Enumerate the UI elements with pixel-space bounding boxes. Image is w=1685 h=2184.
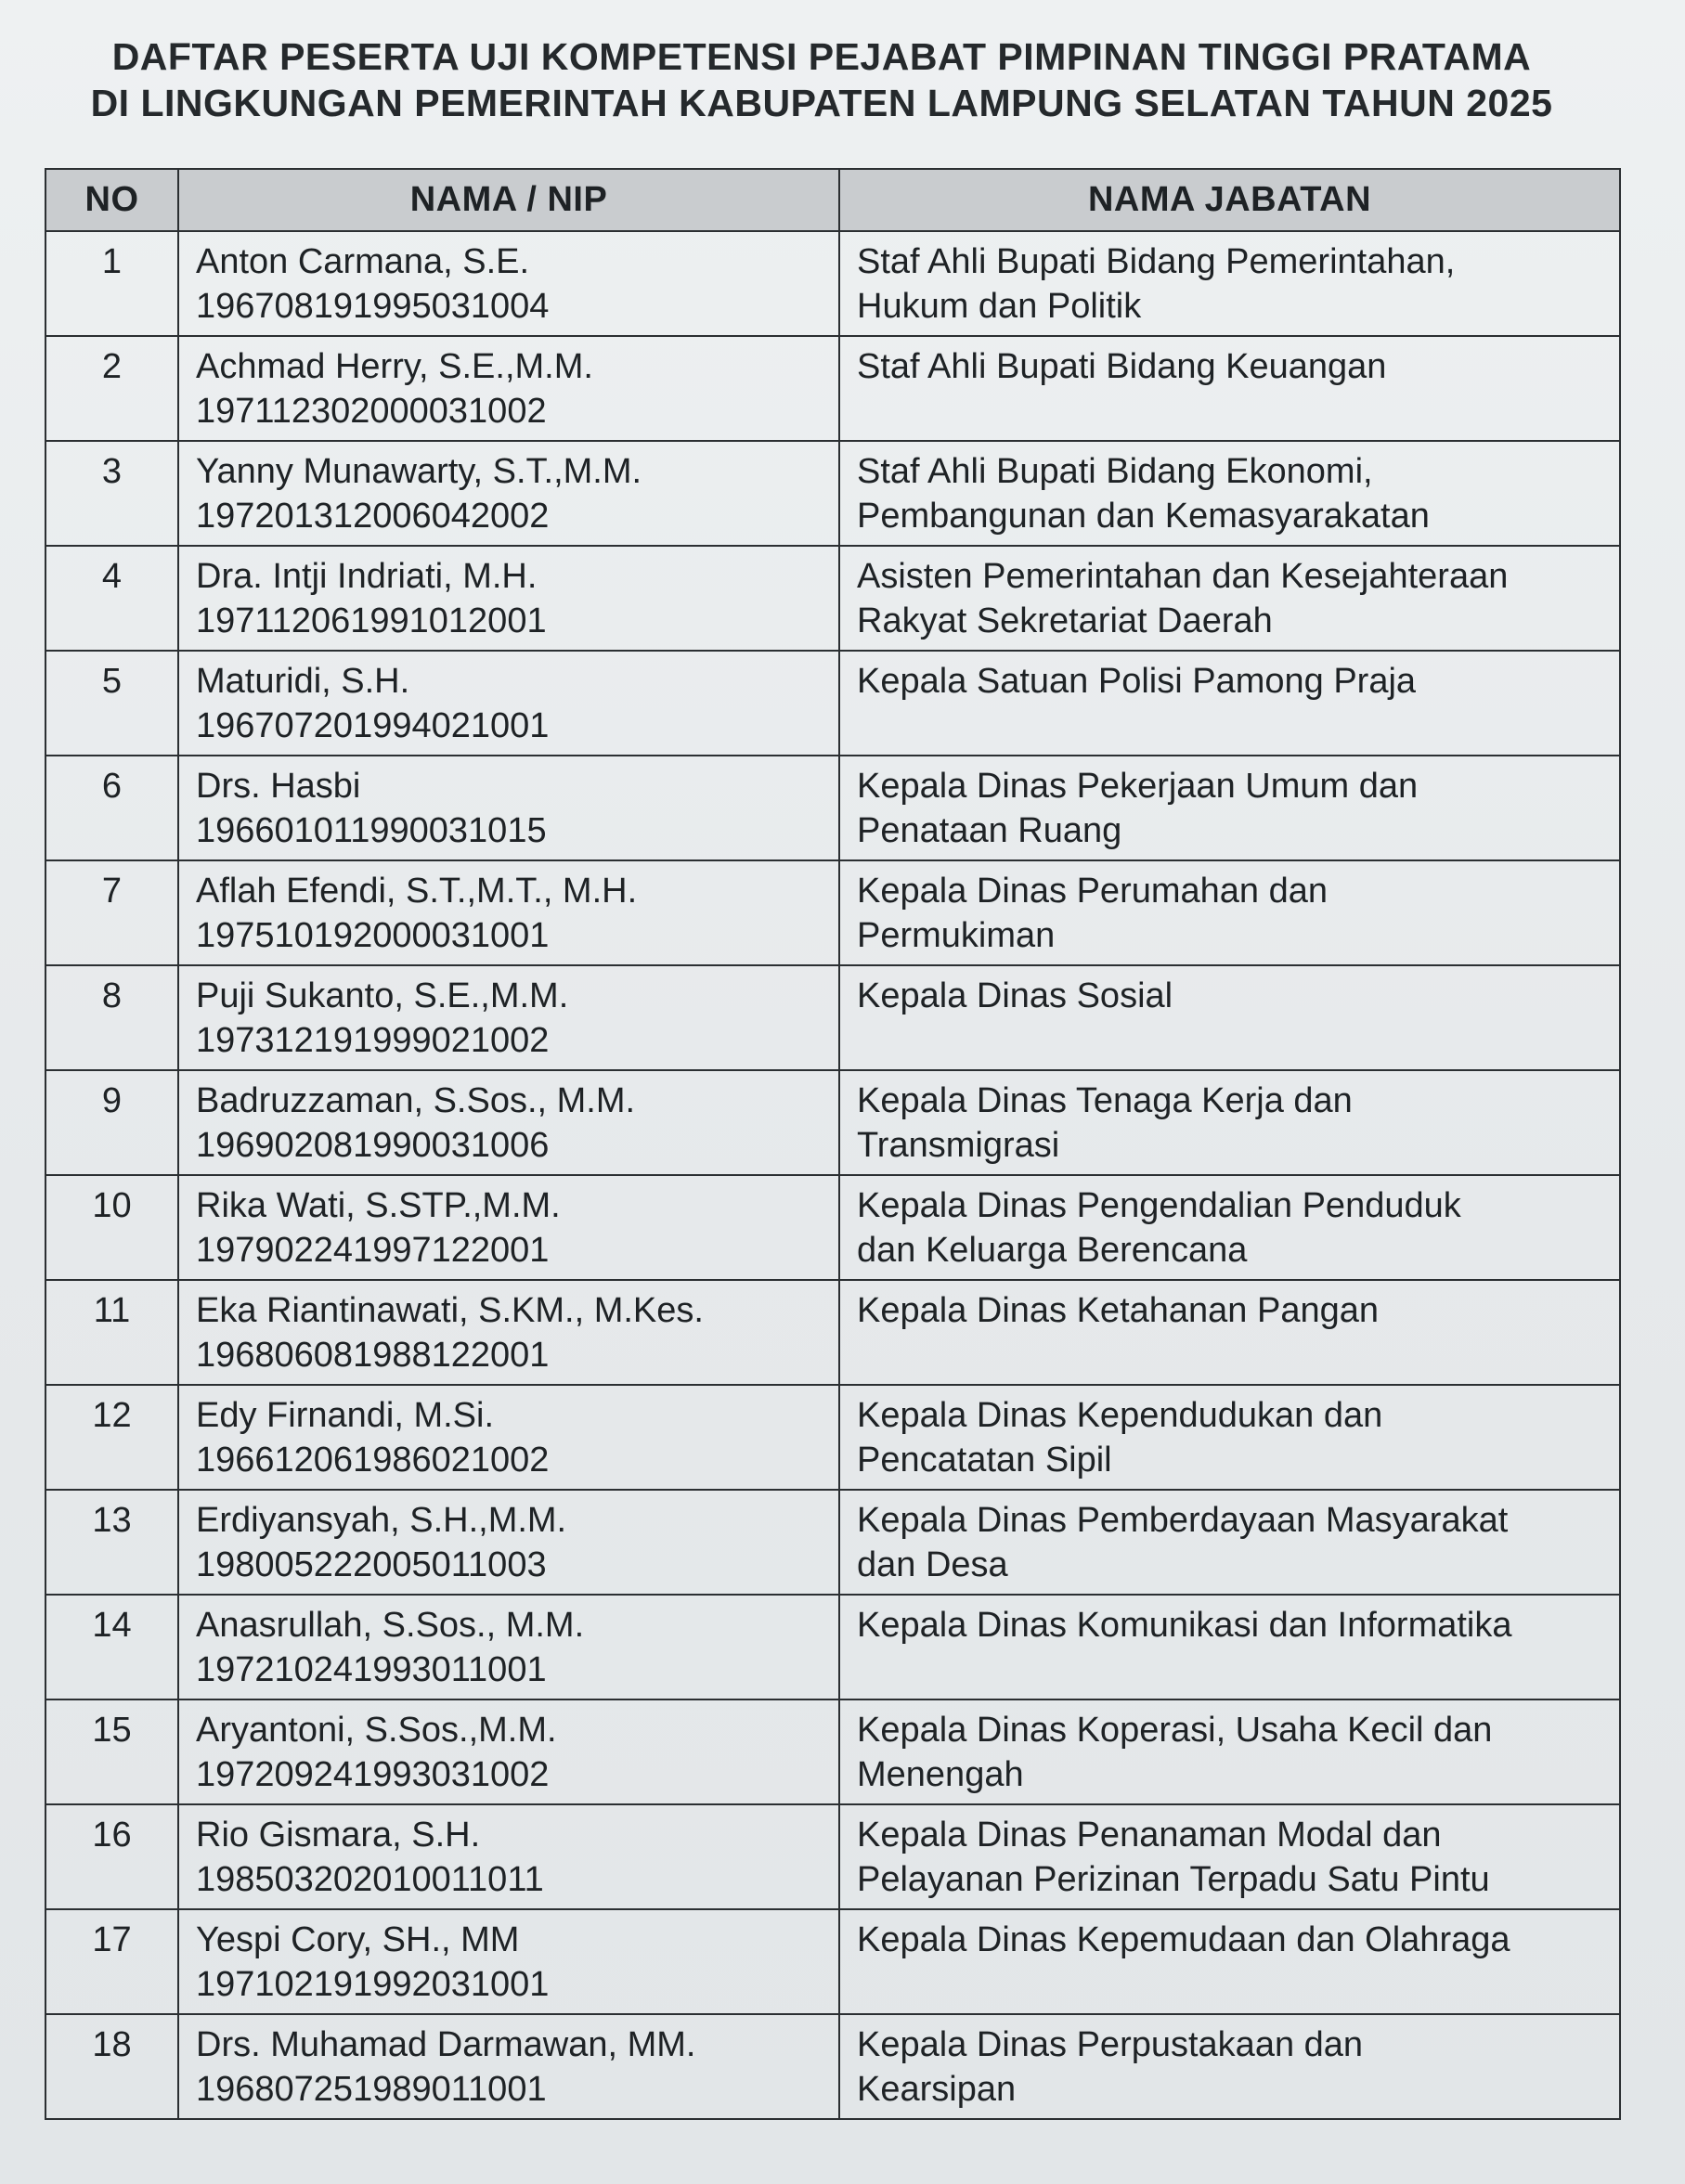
table-row	[45, 336, 1620, 441]
participant-name: Yespi Cory, SH., MM	[196, 1920, 520, 1959]
row-number: 8	[45, 965, 178, 1070]
name-nip-cell	[178, 1490, 839, 1595]
table-row	[45, 2014, 1620, 2119]
position-title-line-1: Kepala Dinas Tenaga Kerja dan	[857, 1081, 1353, 1120]
table-row	[45, 1804, 1620, 1909]
position-title-line-1: Kepala Dinas Sosial	[857, 976, 1173, 1015]
participant-nip: 196707201994021001	[196, 706, 550, 745]
position-title-line-1: Kepala Dinas Koperasi, Usaha Kecil dan	[857, 1711, 1493, 1750]
participant-nip: 197102191992031001	[196, 1965, 550, 2004]
row-number: 9	[45, 1070, 178, 1175]
table-row	[45, 1385, 1620, 1490]
row-number: 13	[45, 1490, 178, 1595]
position-title-line-2: Penataan Ruang	[857, 811, 1122, 850]
row-number: 3	[45, 441, 178, 546]
header-position: NAMA JABATAN	[839, 169, 1620, 231]
table-row	[45, 1595, 1620, 1699]
row-number: 2	[45, 336, 178, 441]
position-cell	[839, 336, 1620, 441]
position-title-line-2: Transmigrasi	[857, 1126, 1060, 1165]
position-cell	[839, 441, 1620, 546]
position-cell	[839, 1699, 1620, 1804]
participant-name: Rio Gismara, S.H.	[196, 1816, 481, 1854]
table-row	[45, 231, 1620, 336]
row-number: 11	[45, 1280, 178, 1385]
participant-nip: 197902241997122001	[196, 1231, 550, 1270]
position-title-line-1: Staf Ahli Bupati Bidang Ekonomi,	[857, 452, 1373, 491]
name-nip-cell	[178, 2014, 839, 2119]
name-nip-cell	[178, 756, 839, 860]
position-title-line-1: Kepala Dinas Kepemudaan dan Olahraga	[857, 1920, 1510, 1959]
position-title-line-1: Kepala Satuan Polisi Pamong Praja	[857, 662, 1417, 701]
position-cell	[839, 2014, 1620, 2119]
position-title-line-2: Pencatatan Sipil	[857, 1441, 1112, 1480]
name-nip-cell	[178, 1070, 839, 1175]
position-title-line-1: Kepala Dinas Pekerjaan Umum dan	[857, 767, 1419, 806]
position-cell	[839, 1175, 1620, 1280]
row-number: 17	[45, 1909, 178, 2014]
name-nip-cell	[178, 336, 839, 441]
participant-name: Maturidi, S.H.	[196, 662, 410, 701]
participant-nip: 196902081990031006	[196, 1126, 550, 1165]
name-nip-cell	[178, 1595, 839, 1699]
participant-name: Yanny Munawarty, S.T.,M.M.	[196, 452, 642, 491]
position-title-line-1: Kepala Dinas Perumahan dan	[857, 872, 1329, 911]
position-cell	[839, 546, 1620, 651]
position-title-line-2: Pembangunan dan Kemasyarakatan	[857, 497, 1430, 536]
position-title-line-1: Kepala Dinas Pemberdayaan Masyarakat	[857, 1501, 1509, 1540]
position-title-line-1: Asisten Pemerintahan dan Kesejahteraan	[857, 557, 1509, 596]
participant-nip: 196807251989011001	[196, 2070, 547, 2109]
name-nip-cell	[178, 441, 839, 546]
participant-nip: 197312191999021002	[196, 1021, 550, 1060]
name-nip-cell	[178, 1280, 839, 1385]
table-row	[45, 1070, 1620, 1175]
row-number: 10	[45, 1175, 178, 1280]
position-cell	[839, 1385, 1620, 1490]
table-row	[45, 441, 1620, 546]
participant-name: Anasrullah, S.Sos., M.M.	[196, 1606, 585, 1645]
name-nip-cell	[178, 231, 839, 336]
position-title-line-2: dan Keluarga Berencana	[857, 1231, 1248, 1270]
participant-name: Achmad Herry, S.E.,M.M.	[196, 347, 593, 386]
table-header	[45, 169, 1620, 231]
participant-nip: 197112302000031002	[196, 392, 547, 431]
position-title-line-2: Kearsipan	[857, 2070, 1017, 2109]
participant-nip: 197201312006042002	[196, 497, 550, 536]
participant-name: Dra. Intji Indriati, M.H.	[196, 557, 538, 596]
name-nip-cell	[178, 1804, 839, 1909]
row-number: 18	[45, 2014, 178, 2119]
table-row	[45, 756, 1620, 860]
participant-nip: 198503202010011011	[196, 1860, 544, 1899]
participant-nip: 196806081988122001	[196, 1336, 550, 1375]
participant-name: Anton Carmana, S.E.	[196, 242, 530, 281]
name-nip-cell	[178, 1909, 839, 2014]
table-body	[45, 231, 1620, 2119]
participant-name: Drs. Muhamad Darmawan, MM.	[196, 2025, 696, 2064]
name-nip-cell	[178, 1699, 839, 1804]
position-title-line-2: Menengah	[857, 1755, 1024, 1794]
participant-name: Edy Firnandi, M.Si.	[196, 1396, 494, 1435]
position-cell	[839, 1070, 1620, 1175]
participant-nip: 197510192000031001	[196, 916, 550, 955]
position-title-line-1: Kepala Dinas Penanaman Modal dan	[857, 1816, 1442, 1854]
table-row	[45, 860, 1620, 965]
page-title	[0, 33, 1643, 126]
participant-name: Aflah Efendi, S.T.,M.T., M.H.	[196, 872, 638, 911]
position-cell	[839, 1909, 1620, 2014]
row-number: 1	[45, 231, 178, 336]
position-cell	[839, 651, 1620, 756]
table-row	[45, 546, 1620, 651]
row-number: 14	[45, 1595, 178, 1699]
table-row	[45, 651, 1620, 756]
name-nip-cell	[178, 546, 839, 651]
participant-table	[45, 168, 1621, 2120]
position-title-line-2: Hukum dan Politik	[857, 287, 1142, 326]
table-row	[45, 1909, 1620, 2014]
name-nip-cell	[178, 860, 839, 965]
position-title-line-2: dan Desa	[857, 1545, 1008, 1584]
row-number: 16	[45, 1804, 178, 1909]
position-cell	[839, 860, 1620, 965]
participant-nip: 197210241993011001	[196, 1650, 547, 1689]
participant-nip: 198005222005011003	[196, 1545, 547, 1584]
position-title-line-1: Kepala Dinas Pengendalian Penduduk	[857, 1186, 1461, 1225]
position-title-line-1: Kepala Dinas Kependudukan dan	[857, 1396, 1383, 1435]
table-row	[45, 1699, 1620, 1804]
participant-name: Aryantoni, S.Sos.,M.M.	[196, 1711, 557, 1750]
position-title-line-1: Kepala Dinas Ketahanan Pangan	[857, 1291, 1380, 1330]
position-cell	[839, 231, 1620, 336]
participant-nip: 196612061986021002	[196, 1441, 550, 1480]
title-line-2: DI LINGKUNGAN PEMERINTAH KABUPATEN LAMPUNG SELATAN TAHUN 2025	[90, 82, 1553, 124]
participant-name: Drs. Hasbi	[196, 767, 361, 806]
participant-name: Rika Wati, S.STP.,M.M.	[196, 1186, 561, 1225]
position-cell	[839, 1595, 1620, 1699]
table-row	[45, 1175, 1620, 1280]
participant-name: Erdiyansyah, S.H.,M.M.	[196, 1501, 567, 1540]
participant-name: Eka Riantinawati, S.KM., M.Kes.	[196, 1291, 704, 1330]
participant-nip: 196601011990031015	[196, 811, 547, 850]
position-title-line-1: Staf Ahli Bupati Bidang Pemerintahan,	[857, 242, 1456, 281]
position-title-line-2: Rakyat Sekretariat Daerah	[857, 601, 1273, 640]
position-title-line-1: Kepala Dinas Perpustakaan dan	[857, 2025, 1364, 2064]
position-title-line-2: Permukiman	[857, 916, 1056, 955]
row-number: 15	[45, 1699, 178, 1804]
position-cell	[839, 1490, 1620, 1595]
title-line-1: DAFTAR PESERTA UJI KOMPETENSI PEJABAT PIMPINAN TINGGI PRATAMA	[111, 35, 1532, 78]
position-cell	[839, 756, 1620, 860]
table-row	[45, 1280, 1620, 1385]
table-row	[45, 1490, 1620, 1595]
participant-nip: 196708191995031004	[196, 287, 550, 326]
position-title-line-1: Staf Ahli Bupati Bidang Keuangan	[857, 347, 1387, 386]
row-number: 12	[45, 1385, 178, 1490]
position-cell	[839, 1804, 1620, 1909]
participant-name: Badruzzaman, S.Sos., M.M.	[196, 1081, 636, 1120]
row-number: 5	[45, 651, 178, 756]
row-number: 6	[45, 756, 178, 860]
table-row	[45, 965, 1620, 1070]
name-nip-cell	[178, 965, 839, 1070]
position-title-line-1: Kepala Dinas Komunikasi dan Informatika	[857, 1606, 1512, 1645]
row-number: 4	[45, 546, 178, 651]
position-title-line-2: Pelayanan Perizinan Terpadu Satu Pintu	[857, 1860, 1490, 1899]
header-row	[45, 169, 1620, 231]
participant-name: Puji Sukanto, S.E.,M.M.	[196, 976, 569, 1015]
header-name-nip: NAMA / NIP	[178, 169, 839, 231]
position-cell	[839, 965, 1620, 1070]
name-nip-cell	[178, 1175, 839, 1280]
participant-nip: 197112061991012001	[196, 601, 547, 640]
name-nip-cell	[178, 651, 839, 756]
name-nip-cell	[178, 1385, 839, 1490]
header-no: NO	[45, 169, 178, 231]
position-cell	[839, 1280, 1620, 1385]
participant-nip: 197209241993031002	[196, 1755, 550, 1794]
row-number: 7	[45, 860, 178, 965]
